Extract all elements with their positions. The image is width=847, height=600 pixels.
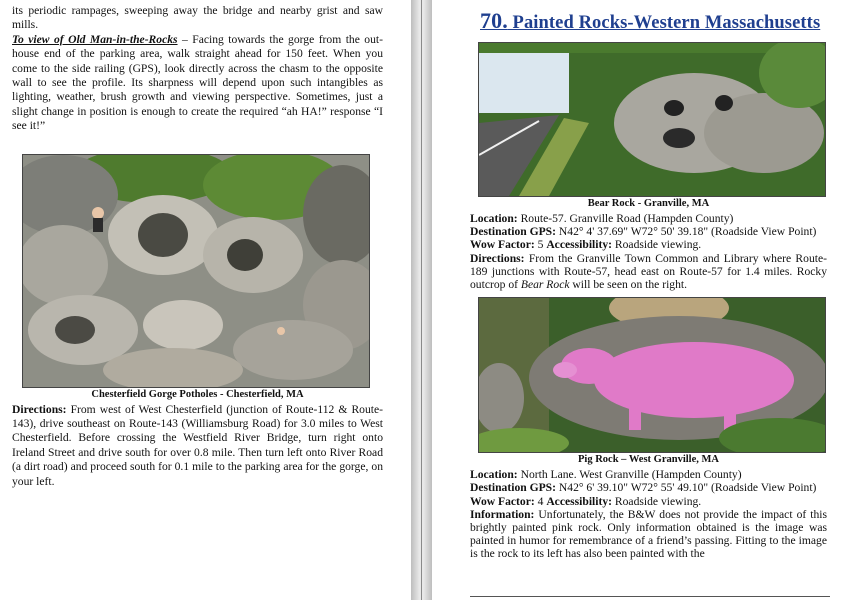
bear-wow-line: [470, 238, 827, 251]
directions-text: From west of West Chesterfield (junction of Route-112 & Route-143), drive southeast on Route-143 (Williamsburg Road) for 3.0 miles to West Chesterfield. Before crossing the Westfield River Bridge, turn right onto Ireland Street and drive south for over 0.8 mile. Then turn left onto River Road (a dirt road) and proceed south for 0.1 mile to the parking area for the gorge, on your left.: [12, 402, 383, 488]
bear-gps-line: [470, 225, 827, 238]
pig-access: Roadside viewing.: [612, 494, 702, 508]
view-lead: To view of Old Man-in-the-Rocks: [12, 32, 178, 46]
pig-location-label: Location:: [470, 468, 518, 482]
bear-location: Route-57. Granville Road (Hampden County): [517, 212, 734, 225]
title-text: Painted Rocks-Western Massachusetts: [507, 13, 821, 33]
left-page: [0, 0, 411, 600]
title-number: 70.: [480, 8, 508, 33]
bear-directions-a: From the Granville Town Common and Library where Route-189 junctions with Route-57, head east on Route-57 for 1.4 miles. Rocky outcrop of: [470, 251, 827, 292]
pig-gps: N42° 6' 39.10" W72° 55' 49.10" (Roadside View Point): [556, 481, 817, 495]
pig-wow: 4: [534, 494, 547, 508]
pig-info-label: Information:: [470, 507, 535, 521]
gutter-divider: [421, 0, 422, 600]
bear-location-label: Location:: [470, 212, 518, 225]
bear-directions: [470, 252, 827, 292]
bear-access: Roadside viewing.: [612, 238, 702, 252]
bear-rock-photo: [478, 42, 826, 197]
bear-gps-label: Destination GPS:: [470, 225, 556, 239]
directions-label: Directions:: [12, 402, 67, 416]
gorge-photo-art: [23, 155, 369, 387]
bear-directions-em: Bear Rock: [520, 278, 570, 292]
pig-access-label: Accessibility:: [546, 494, 612, 508]
bear-access-label: Accessibility:: [546, 238, 612, 252]
gorge-photo-caption: Chesterfield Gorge Potholes - Chesterfield, MA: [91, 388, 304, 400]
directions-paragraph: [12, 403, 383, 489]
pig-gps-label: Destination GPS:: [470, 481, 556, 495]
pig-wow-line: [470, 495, 827, 508]
pig-rock-info: [470, 468, 827, 560]
gorge-photo: [22, 154, 370, 388]
intro-paragraph: [12, 4, 383, 134]
bear-wow-label: Wow Factor:: [470, 238, 535, 252]
pig-location: North Lane. West Granville (Hampden County): [517, 468, 742, 482]
page-bottom-rule: [470, 596, 830, 597]
intro-text: its periodic rampages, sweeping away the bridge and nearby grist and saw mills.: [12, 4, 383, 32]
bear-rock-photo-art: [479, 43, 825, 196]
pig-info: Unfortunately, the B&W does not provide the impact of this brightly painted pink rock. Only information obtained is the image was painted in humor for remembrance of a friend’s passing. Fitting to the image is the rock to its left has also been painted with the: [470, 507, 827, 561]
bear-directions-label: Directions:: [470, 251, 525, 265]
pig-gps-line: [470, 481, 827, 494]
pig-rock-photo: [478, 297, 826, 453]
bear-gps: N42° 4' 37.69" W72° 50' 39.18" (Roadside View Point): [556, 225, 817, 239]
bear-location-line: [470, 212, 827, 225]
right-page: [432, 0, 847, 600]
page-title: [480, 8, 827, 34]
pig-rock-photo-art: [479, 298, 825, 452]
pig-information: [470, 508, 827, 561]
bear-wow: 5: [534, 238, 547, 252]
view-text: – Facing towards the gorge from the out-house end of the parking area, walk straight ahead for 150 feet. When you come to the side railing (GPS), look directly across the chasm to the opposite wall to see the profile. Its sharpness will depend upon such intangibles as lighting, weather, brush growth and viewing perspective. Sometimes, just a slight change in position is enough to create the required “ah HA!” response “I see it!”: [12, 32, 383, 133]
pig-wow-label: Wow Factor:: [470, 494, 535, 508]
bear-directions-b: will be seen on the right.: [569, 278, 688, 292]
bear-rock-caption: Bear Rock - Granville, MA: [587, 198, 710, 209]
pig-location-line: [470, 468, 827, 481]
bear-rock-info: [470, 212, 827, 291]
pig-rock-caption: Pig Rock – West Granville, MA: [578, 454, 719, 466]
